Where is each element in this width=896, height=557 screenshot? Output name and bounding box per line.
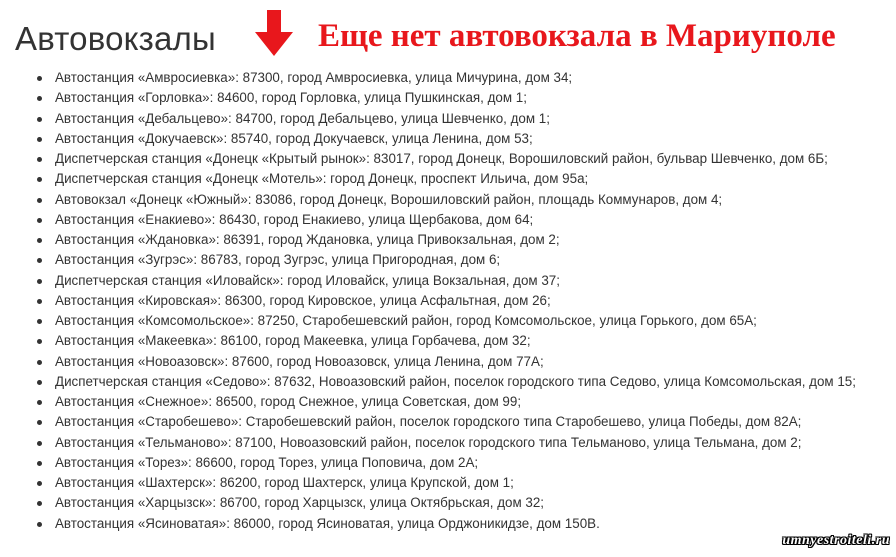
station-text: Автостанция «Кировская»: 86300, город Кировское, улица Асфальтная, дом 26;: [55, 292, 551, 308]
list-item: [0, 88, 896, 108]
bullet-icon: [37, 501, 42, 506]
bullet-icon: [37, 96, 42, 101]
bullet-icon: [37, 137, 42, 142]
station-text: Автостанция «Зугрэс»: 86783, город Зугрэс, улица Пригородная, дом 6;: [55, 252, 501, 268]
station-text: Автостанция «Тельманово»: 87100, Новоазовский район, поселок городского типа Тельманово, улица Тельмана, дом 2;: [55, 434, 802, 450]
bullet-icon: [37, 238, 42, 243]
bullet-icon: [37, 279, 42, 284]
station-text: Автовокзал «Донецк «Южный»: 83086, город Донецк, Ворошиловский район, площадь Коммунаров, дом 4;: [55, 191, 723, 207]
list-item: [0, 372, 896, 392]
bullet-icon: [37, 441, 42, 446]
list-item: [0, 331, 896, 351]
bullet-icon: [37, 319, 42, 324]
stations-list: [0, 68, 896, 534]
watermark: umnyestroiteli.ru: [782, 533, 890, 548]
station-text: Автостанция «Старобешево»: Старобешевский район, поселок городского типа Старобешево, улица Победы, дом 82А;: [55, 414, 802, 430]
list-item: [0, 250, 896, 270]
list-item: [0, 129, 896, 149]
header: [0, 0, 896, 66]
station-text: Автостанция «Шахтерск»: 86200, город Шахтерск, улица Крупской, дом 1;: [55, 475, 514, 490]
station-text: Автостанция «Торез»: 86600, город Торез, улица Поповича, дом 2А;: [55, 454, 479, 470]
list-item: [0, 473, 896, 493]
bullet-icon: [37, 157, 42, 162]
station-text: Автостанция «Комсомольское»: 87250, Старобешевский район, город Комсомольское, улица Горького, дом 65А;: [55, 313, 757, 328]
bullet-icon: [37, 481, 42, 486]
station-text: Автостанция «Снежное»: 86500, город Снежное, улица Советская, дом 99;: [55, 394, 522, 409]
station-text: Автостанция «Ясиноватая»: 86000, город Ясиноватая, улица Орджоникидзе, дом 150В.: [55, 515, 600, 531]
list-item: [0, 514, 896, 534]
bullet-icon: [37, 76, 42, 81]
bullet-icon: [37, 218, 42, 223]
bullet-icon: [37, 339, 42, 344]
list-item: [0, 412, 896, 432]
list-item: [0, 271, 896, 291]
bullet-icon: [37, 461, 42, 466]
station-text: Автостанция «Горловка»: 84600, город Горловка, улица Пушкинская, дом 1;: [55, 90, 527, 106]
bullet-icon: [37, 380, 42, 385]
station-text: Автостанция «Новоазовск»: 87600, город Новоазовск, улица Ленина, дом 77А;: [55, 353, 544, 369]
list-item: [0, 352, 896, 372]
station-text: Автостанция «Харцызск»: 86700, город Харцызск, улица Октябрьская, дом 32;: [55, 495, 544, 511]
bullet-icon: [37, 522, 42, 527]
list-item: [0, 493, 896, 513]
list-item: [0, 453, 896, 473]
list-item: [0, 109, 896, 129]
list-item: [0, 433, 896, 453]
station-text: Автостанция «Макеевка»: 86100, город Макеевка, улица Горбачева, дом 32;: [55, 333, 531, 349]
list-item: [0, 149, 896, 169]
station-text: Диспетчерская станция «Иловайск»: город Иловайск, улица Вокзальная, дом 37;: [55, 272, 560, 288]
station-text: Автостанция «Амвросиевка»: 87300, город Амвросиевка, улица Мичурина, дом 34;: [55, 70, 573, 85]
annotation-text: Еще нет автовокзала в Мариуполе: [318, 18, 836, 54]
station-text: Диспетчерская станция «Седово»: 87632, Новоазовский район, поселок городского типа Седово, улица Комсомольская, дом 15;: [55, 373, 856, 389]
bullet-icon: [37, 299, 42, 304]
list-item: [0, 311, 896, 331]
station-text: Автостанция «Дебальцево»: 84700, город Дебальцево, улица Шевченко, дом 1;: [55, 110, 550, 126]
bullet-icon: [37, 400, 42, 405]
bullet-icon: [37, 420, 42, 425]
bullet-icon: [37, 177, 42, 182]
bullet-icon: [37, 117, 42, 122]
list-item: [0, 190, 896, 210]
station-text: Автостанция «Докучаевск»: 85740, город Докучаевск, улица Ленина, дом 53;: [55, 130, 533, 146]
bullet-icon: [37, 198, 42, 203]
station-text: Автостанция «Енакиево»: 86430, город Енакиево, улица Щербакова, дом 64;: [55, 211, 534, 227]
list-item: [0, 169, 896, 189]
bullet-icon: [37, 258, 42, 263]
list-item: [0, 230, 896, 250]
page-title: Автовокзалы: [15, 20, 216, 57]
list-item: [0, 392, 896, 412]
arrow-down-icon: [252, 8, 296, 58]
list-item: [0, 210, 896, 230]
station-text: Диспетчерская станция «Донецк «Крытый рынок»: 83017, город Донецк, Ворошиловский район, бульвар Шевченко, дом 6Б;: [55, 151, 828, 166]
bullet-icon: [37, 360, 42, 365]
station-text: Автостанция «Ждановка»: 86391, город Ждановка, улица Привокзальная, дом 2;: [55, 232, 560, 247]
list-item: [0, 68, 896, 88]
list-item: [0, 291, 896, 311]
station-text: Диспетчерская станция «Донецк «Мотель»: город Донецк, проспект Ильича, дом 95а;: [55, 171, 589, 187]
